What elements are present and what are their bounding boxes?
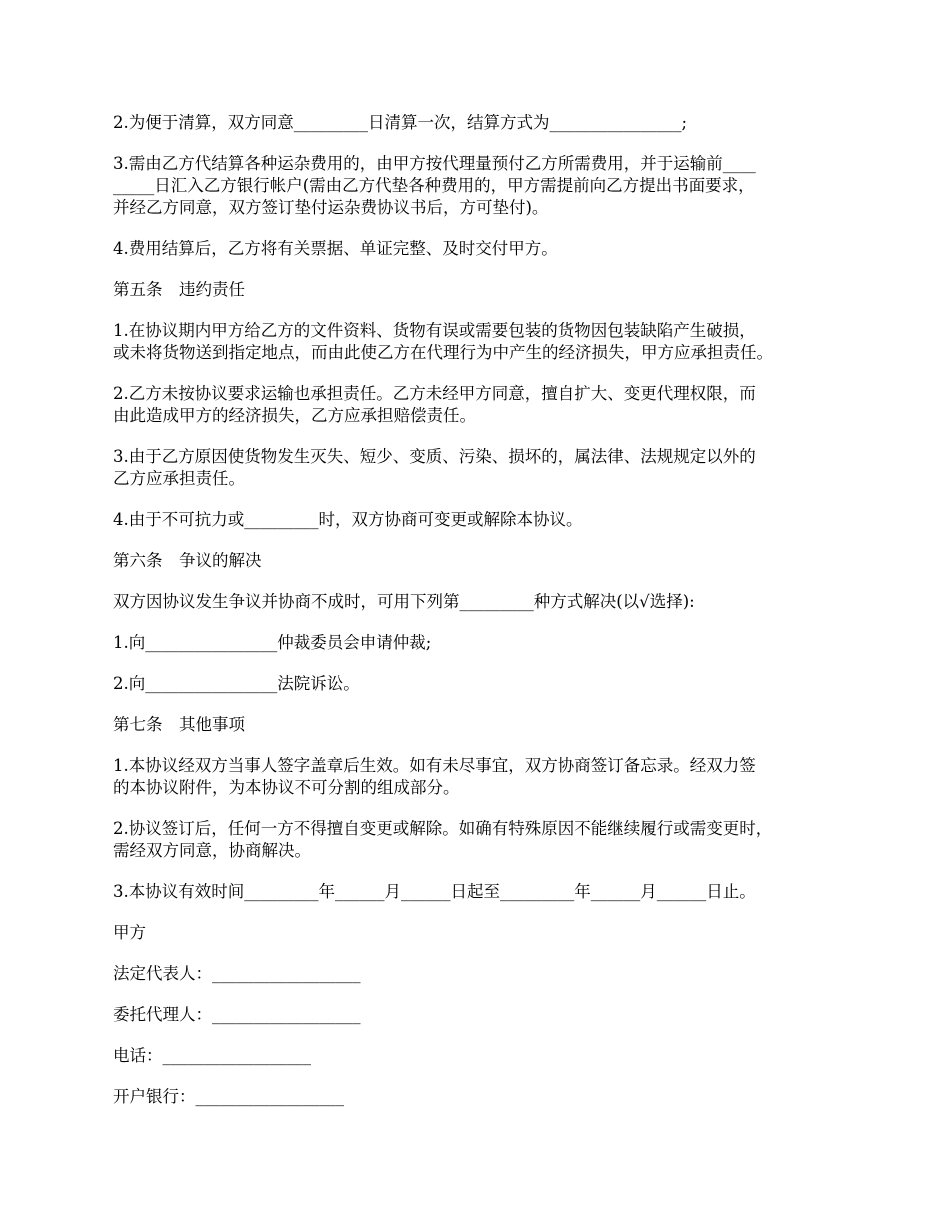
clause-5-item-2: 2.乙方未按协议要求运输也承担责任。乙方未经甲方同意，擅自扩大、变更代理权限，而 由此造成甲方的经济损失，乙方应承担赔偿责任。 bbox=[113, 384, 756, 425]
clause-7-heading: 第七条 其他事项 bbox=[113, 715, 245, 734]
clause-5-item-1: 1.在协议期内甲方给乙方的文件资料、货物有误或需要包装的货物因包装缺陷产生破损， 或未将货物送到指定地点，而由此使乙方在代理行为中产生的经济损失，甲方应承担责任。 bbox=[113, 321, 773, 362]
clause-6-option-court: 2.向________________法院诉讼。 bbox=[113, 674, 360, 693]
document-body bbox=[113, 112, 843, 1127]
clause-7-item-3-validity: 3.本协议有效时间_________年______月______日起至_________年______月______日止。 bbox=[113, 882, 756, 901]
clause-7-item-2: 2.协议签订后，任何一方不得擅自变更或解除。如确有特殊原因不能继续履行或需变更时， 需经双方同意，协商解决。 bbox=[113, 819, 773, 860]
authorized-agent-field: 委托代理人：__________________ bbox=[113, 1005, 361, 1024]
clause-5-item-3: 3.由于乙方原因使货物发生灭失、短少、变质、污染、损坏的，属法律、法规规定以外的 乙方应承担责任。 bbox=[113, 447, 756, 488]
phone-field: 电话：__________________ bbox=[113, 1046, 311, 1065]
bank-field: 开户银行：__________________ bbox=[113, 1087, 344, 1106]
clause-5-item-4: 4.由于不可抗力或_________时，双方协商可变更或解除本协议。 bbox=[113, 510, 583, 529]
clause-4-item-4-documents: 4.费用结算后，乙方将有关票据、单证完整、及时交付甲方。 bbox=[113, 239, 558, 258]
clause-5-heading: 第五条 违约责任 bbox=[113, 280, 245, 299]
clause-4-item-3-advance-payment: 3.需由乙方代结算各种运杂费用的，由甲方按代理量预付乙方所需费用，并于运输前____ _____日汇入乙方银行帐户(需由乙方代垫各种费用的，甲方需提前向乙方提出书面要求， 并经乙方同意，双方签订垫付运杂费协议书后，方可垫付)。 bbox=[113, 154, 756, 217]
legal-representative-field: 法定代表人：__________________ bbox=[113, 964, 361, 983]
clause-7-item-1: 1.本协议经双方当事人签字盖章后生效。如有未尽事宜，双方协商签订备忘录。经双力签 的本协议附件，为本协议不可分割的组成部分。 bbox=[113, 756, 756, 797]
clause-6-option-arbitration: 1.向________________仲裁委员会申请仲裁; bbox=[113, 633, 432, 652]
clause-4-item-2-settlement: 2.为便于清算，双方同意_________日清算一次，结算方式为________________; bbox=[113, 113, 688, 132]
party-a-label: 甲方 bbox=[113, 923, 146, 942]
clause-6-intro: 双方因协议发生争议并协商不成时，可用下列第_________种方式解决(以√选择): bbox=[113, 592, 695, 611]
clause-6-heading: 第六条 争议的解决 bbox=[113, 551, 262, 570]
